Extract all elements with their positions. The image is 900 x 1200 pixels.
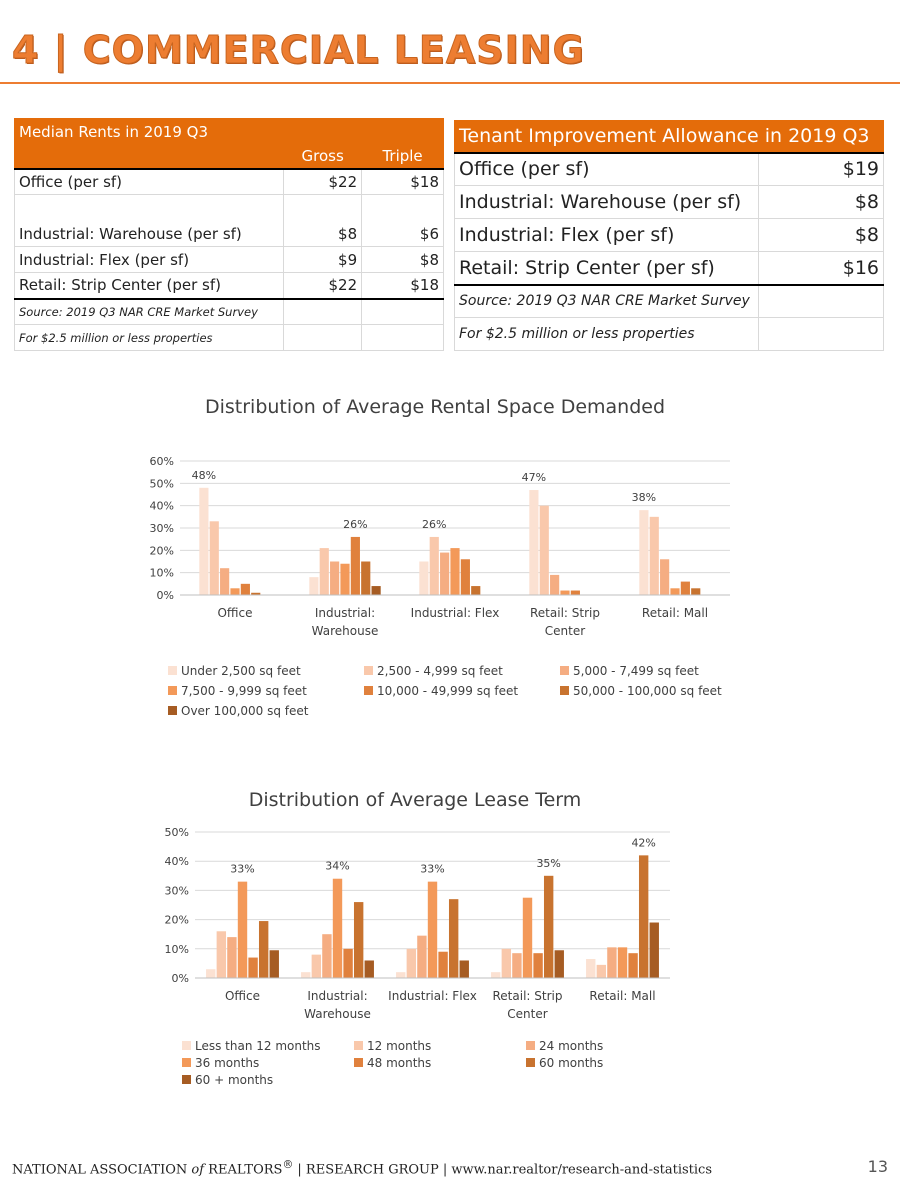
legend-label: 12 months [367,1039,432,1053]
legend-label: 48 months [367,1056,432,1070]
legend-swatch [364,666,373,675]
legend-label: 2,500 - 4,999 sq feet [377,664,503,678]
median-rents-source: Source: 2019 Q3 NAR CRE Market Survey [15,299,284,325]
data-label: 26% [422,517,447,531]
bar [560,591,569,595]
bar [241,584,250,595]
lease-term-chart [0,780,900,1100]
bar [461,559,470,595]
bar [460,960,469,978]
bar [555,950,564,978]
bar [670,588,679,595]
bar [533,953,542,978]
data-label: 42% [631,836,656,850]
bar [586,959,595,978]
y-tick-label: 60% [149,455,174,468]
bar [270,950,279,978]
x-tick-label: Retail: Strip [492,989,563,1003]
bar [206,969,215,978]
bar [639,510,648,595]
bar [450,548,459,595]
bar [650,923,659,978]
y-tick-label: 20% [149,544,174,558]
data-label: 33% [420,862,445,876]
legend-swatch [560,666,569,675]
bar [227,937,236,978]
x-tick-label: Industrial: Flex [388,989,477,1003]
median-rents-table [14,118,444,351]
median-rents-title-row [15,119,444,145]
bar [550,575,559,595]
legend-swatch [182,1058,191,1067]
bar [440,553,449,595]
x-tick-label: Warehouse [304,1007,371,1021]
legend-label: 10,000 - 49,999 sq feet [377,684,519,698]
tenant-allowance-title: Tenant Improvement Allowance in 2019 Q3 [455,121,884,153]
table-row: Industrial: Flex (per sf) $8 [455,219,884,252]
table-row: Industrial: Flex (per sf) $9 $8 [15,247,444,273]
x-tick-label: Office [224,989,261,1003]
tenant-allowance-table [454,120,884,351]
legend-swatch [182,1041,191,1050]
bar [259,921,268,978]
legend-label: 50,000 - 100,000 sq feet [573,684,722,698]
legend-swatch [364,686,373,695]
bar [438,952,447,978]
data-label: 38% [631,491,657,505]
bar [471,586,480,595]
bar [230,588,239,595]
bar [449,899,458,978]
bar [220,568,229,595]
col-gross: Gross [284,145,362,169]
legend-swatch [526,1058,535,1067]
bar [419,562,428,596]
legend-swatch [168,706,177,715]
bar [491,972,500,978]
source-row [455,285,884,318]
bar [691,588,700,595]
bar [571,591,580,595]
median-rents-note: For $2.5 million or less properties [15,325,284,351]
bar [529,490,538,595]
page-title: 4 | COMMERCIAL LEASING [12,28,585,72]
col-triple: Triple [362,145,444,169]
median-rents-title: Median Rents in 2019 Q3 [15,119,284,145]
bar [301,972,310,978]
legend-label: Over 100,000 sq feet [181,704,309,718]
data-label: 33% [230,862,255,876]
table-row: Office (per sf) $19 [455,153,884,186]
bar [639,855,648,978]
x-tick-label: Office [217,606,253,620]
chart-title: Distribution of Average Lease Term [248,789,582,811]
legend-swatch [354,1041,363,1050]
bar [597,965,606,978]
x-tick-label: Center [544,624,586,638]
data-label: 26% [343,517,368,531]
data-label: 48% [191,468,217,482]
y-tick-label: 0% [156,589,174,602]
bar [502,949,511,978]
median-rents-header-row [15,145,444,169]
bar [660,559,669,595]
bar [322,934,331,978]
bar [330,562,339,596]
legend-label: Under 2,500 sq feet [181,664,301,678]
bar [372,586,381,595]
bar [407,949,416,978]
legend-swatch [168,686,177,695]
legend-swatch [526,1041,535,1050]
bar [607,947,616,978]
bar [312,955,321,978]
bar [217,931,226,978]
title-divider [0,82,900,84]
y-tick-label: 10% [149,566,174,580]
legend-label: 5,000 - 7,499 sq feet [573,664,699,678]
source-row [15,299,444,325]
tenant-allowance-note: For $2.5 million or less properties [455,318,759,351]
bar [544,876,553,978]
footer: NATIONAL ASSOCIATION of REALTORS® | RESEARCH GROUP | www.nar.realtor/research-and-statistics [12,1158,712,1178]
bar [628,953,637,978]
note-row [455,318,884,351]
y-tick-label: 40% [164,855,189,869]
bar [343,949,352,978]
bar [361,562,370,596]
table-row: Office (per sf) $22 $18 [15,169,444,195]
y-tick-label: 50% [164,826,189,839]
y-tick-label: 30% [164,884,189,898]
bar [428,882,437,978]
bar [540,506,549,595]
table-row: Retail: Strip Center (per sf) $22 $18 [15,273,444,299]
legend-swatch [182,1075,191,1084]
x-tick-label: Warehouse [311,624,379,638]
x-tick-label: Center [507,1007,548,1021]
legend-label: 36 months [195,1056,260,1070]
bar [681,582,690,595]
legend-label: 24 months [539,1039,604,1053]
x-tick-label: Retail: Strip [530,606,600,620]
bar [354,902,363,978]
bar [320,548,329,595]
page-number: 13 [867,1157,888,1176]
y-tick-label: 40% [149,499,174,513]
table-row: Industrial: Warehouse (per sf) $8 [455,186,884,219]
y-tick-label: 20% [164,913,189,927]
bar [618,947,627,978]
bar [210,521,219,595]
x-tick-label: Retail: Mall [641,606,709,620]
legend-label: 60 months [539,1056,604,1070]
legend-swatch [560,686,569,695]
rental-space-chart [0,385,900,730]
bar [430,537,439,595]
bar [199,488,208,595]
bar [248,958,257,978]
bar [238,882,247,978]
bar [650,517,659,595]
y-tick-label: 50% [149,477,174,491]
y-tick-label: 10% [164,942,189,956]
tenant-allowance-source: Source: 2019 Q3 NAR CRE Market Survey [455,285,759,318]
table-row: Retail: Strip Center (per sf) $16 [455,252,884,285]
tenant-allowance-title-row [455,121,884,153]
legend-label: Less than 12 months [195,1039,321,1053]
bar [417,936,426,978]
chart-title: Distribution of Average Rental Space Demanded [204,396,666,418]
bar [365,960,374,978]
x-tick-label: Industrial: Flex [410,606,500,620]
data-label: 34% [325,859,350,873]
note-row [15,325,444,351]
bar [351,537,360,595]
bar [333,879,342,978]
bar [396,972,405,978]
data-label: 35% [536,856,561,870]
y-tick-label: 0% [171,972,189,985]
bar [340,564,349,595]
bar [512,953,521,978]
data-label: 47% [521,471,547,485]
table-row: Industrial: Warehouse (per sf) $8 $6 [15,195,444,247]
y-tick-label: 30% [149,522,174,535]
legend-swatch [354,1058,363,1067]
legend-swatch [168,666,177,675]
bar [309,577,318,595]
x-tick-label: Industrial: [314,606,376,620]
legend-label: 7,500 - 9,999 sq feet [181,684,307,698]
x-tick-label: Industrial: [307,989,368,1003]
legend-label: 60 + months [195,1073,274,1087]
bar [523,898,532,978]
x-tick-label: Retail: Mall [589,989,656,1003]
